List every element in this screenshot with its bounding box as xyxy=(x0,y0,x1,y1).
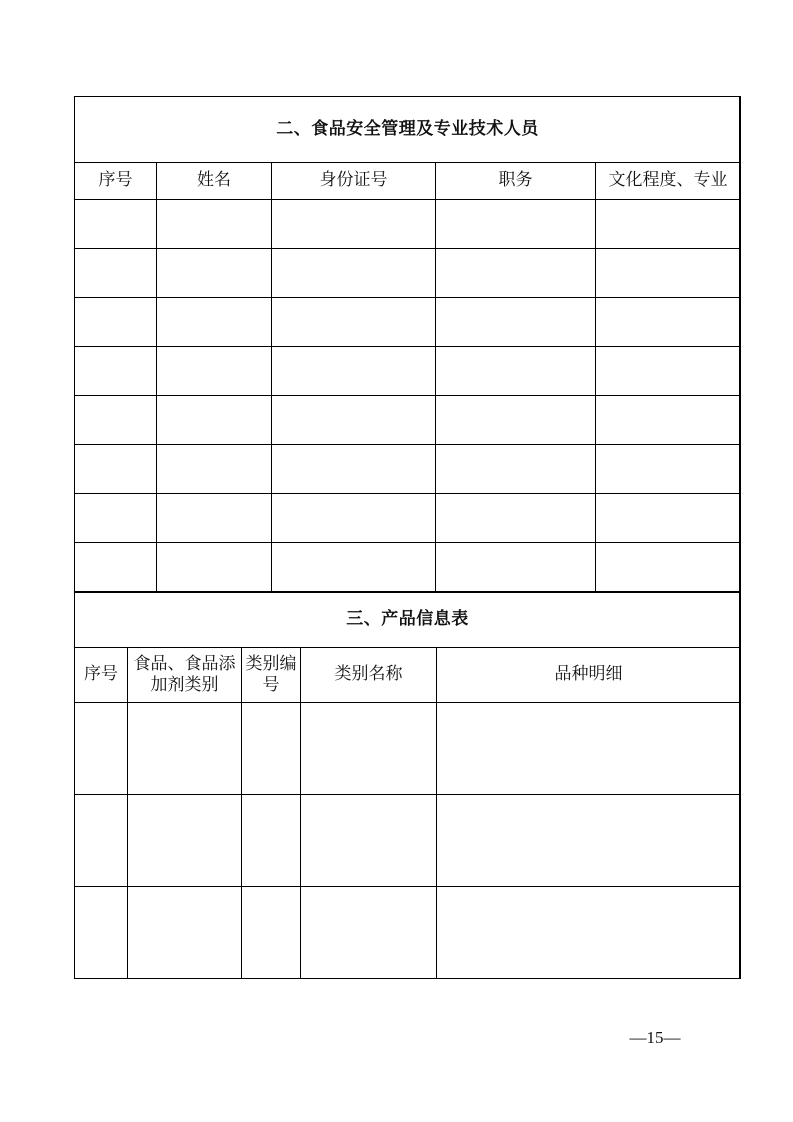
table-row xyxy=(75,396,741,445)
input-cell[interactable] xyxy=(75,445,157,494)
input-cell[interactable] xyxy=(436,543,596,592)
staff-header-position: 职务 xyxy=(436,163,596,200)
input-cell[interactable] xyxy=(75,249,157,298)
product-section-title: 三、产品信息表 xyxy=(75,593,741,648)
table-row xyxy=(75,347,741,396)
staff-header-name: 姓名 xyxy=(157,163,272,200)
input-cell[interactable] xyxy=(596,445,741,494)
product-header-variety-details: 品种明细 xyxy=(437,648,741,703)
input-cell[interactable] xyxy=(437,887,741,979)
input-cell[interactable] xyxy=(157,445,272,494)
input-cell[interactable] xyxy=(75,795,128,887)
input-cell[interactable] xyxy=(157,200,272,249)
input-cell[interactable] xyxy=(128,795,242,887)
input-cell[interactable] xyxy=(436,445,596,494)
input-cell[interactable] xyxy=(75,396,157,445)
input-cell[interactable] xyxy=(272,347,436,396)
product-header-category-code: 类别编号 xyxy=(242,648,301,703)
table-row xyxy=(75,445,741,494)
staff-section-title: 二、食品安全管理及专业技术人员 xyxy=(75,97,741,163)
staff-header-row xyxy=(75,163,741,200)
product-header-category: 食品、食品添加剂类别 xyxy=(128,648,242,703)
input-cell[interactable] xyxy=(596,347,741,396)
table-row xyxy=(75,887,741,979)
input-cell[interactable] xyxy=(437,795,741,887)
input-cell[interactable] xyxy=(596,249,741,298)
input-cell[interactable] xyxy=(596,396,741,445)
input-cell[interactable] xyxy=(436,347,596,396)
input-cell[interactable] xyxy=(596,200,741,249)
input-cell[interactable] xyxy=(242,887,301,979)
input-cell[interactable] xyxy=(436,298,596,347)
product-header-row xyxy=(75,648,741,703)
input-cell[interactable] xyxy=(596,543,741,592)
staff-header-id-number: 身份证号 xyxy=(272,163,436,200)
page-number: —15— xyxy=(629,1028,681,1047)
input-cell[interactable] xyxy=(157,298,272,347)
product-table xyxy=(74,592,741,979)
input-cell[interactable] xyxy=(272,298,436,347)
input-cell[interactable] xyxy=(128,887,242,979)
table-row xyxy=(75,703,741,795)
input-cell[interactable] xyxy=(436,396,596,445)
table-row xyxy=(75,494,741,543)
input-cell[interactable] xyxy=(157,494,272,543)
input-cell[interactable] xyxy=(75,703,128,795)
input-cell[interactable] xyxy=(301,887,437,979)
input-cell[interactable] xyxy=(242,703,301,795)
input-cell[interactable] xyxy=(272,445,436,494)
input-cell[interactable] xyxy=(596,298,741,347)
staff-header-education: 文化程度、专业 xyxy=(596,163,741,200)
staff-header-index: 序号 xyxy=(75,163,157,200)
product-header-index: 序号 xyxy=(75,648,128,703)
input-cell[interactable] xyxy=(272,543,436,592)
input-cell[interactable] xyxy=(436,494,596,543)
input-cell[interactable] xyxy=(157,347,272,396)
input-cell[interactable] xyxy=(272,494,436,543)
input-cell[interactable] xyxy=(596,494,741,543)
input-cell[interactable] xyxy=(301,703,437,795)
table-row xyxy=(75,543,741,592)
input-cell[interactable] xyxy=(75,200,157,249)
input-cell[interactable] xyxy=(436,200,596,249)
product-header-category-name: 类别名称 xyxy=(301,648,437,703)
input-cell[interactable] xyxy=(75,494,157,543)
input-cell[interactable] xyxy=(436,249,596,298)
input-cell[interactable] xyxy=(157,249,272,298)
input-cell[interactable] xyxy=(75,887,128,979)
input-cell[interactable] xyxy=(157,396,272,445)
input-cell[interactable] xyxy=(242,795,301,887)
input-cell[interactable] xyxy=(75,298,157,347)
input-cell[interactable] xyxy=(128,703,242,795)
staff-table xyxy=(74,96,741,592)
table-row xyxy=(75,249,741,298)
input-cell[interactable] xyxy=(272,200,436,249)
input-cell[interactable] xyxy=(437,703,741,795)
input-cell[interactable] xyxy=(157,543,272,592)
input-cell[interactable] xyxy=(272,396,436,445)
table-row xyxy=(75,795,741,887)
input-cell[interactable] xyxy=(272,249,436,298)
table-row xyxy=(75,298,741,347)
input-cell[interactable] xyxy=(75,543,157,592)
input-cell[interactable] xyxy=(75,347,157,396)
input-cell[interactable] xyxy=(301,795,437,887)
table-row xyxy=(75,200,741,249)
